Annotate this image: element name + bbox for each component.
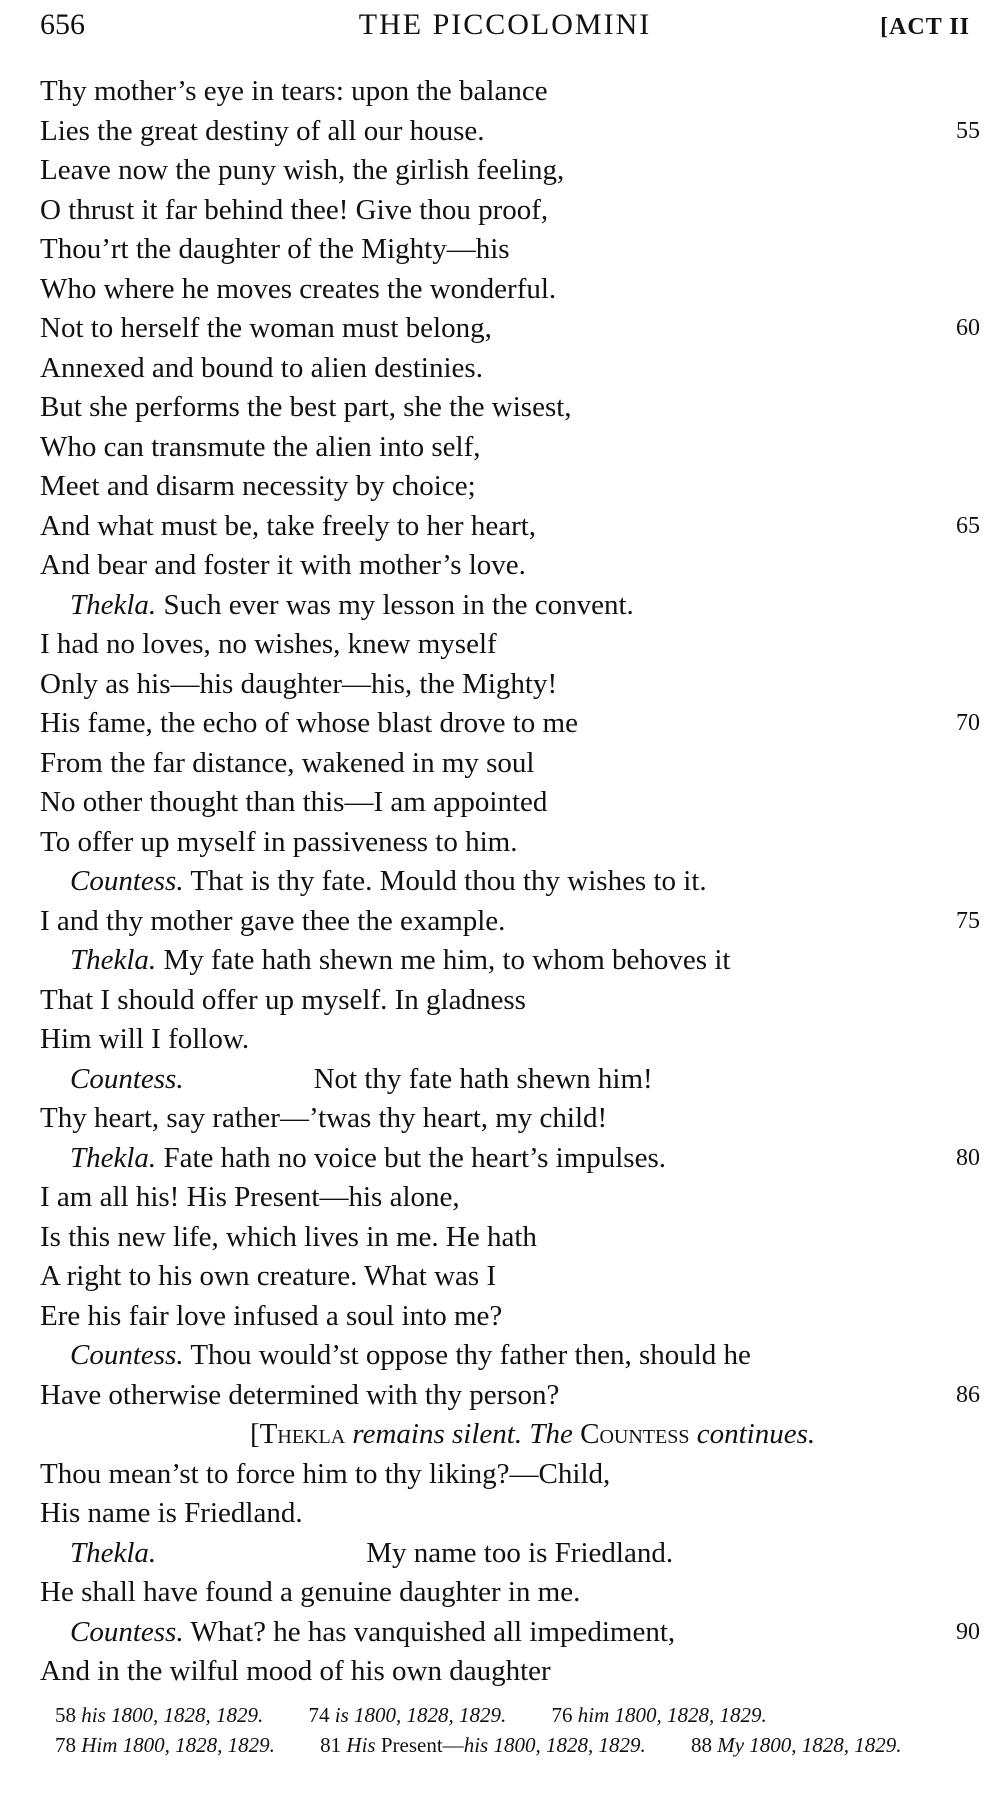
- speech-line: [40, 862, 980, 902]
- footnote-word: Him: [81, 1733, 118, 1757]
- footnote-number: 58: [55, 1703, 76, 1727]
- sd-text: remains silent.: [345, 1418, 530, 1450]
- footnotes: [55, 1700, 975, 1760]
- line-text: Is this new life, which lives in me. He hath: [40, 1220, 537, 1253]
- footnote-word: His: [346, 1733, 376, 1757]
- sd-bracket: [: [250, 1418, 260, 1450]
- act-bracket: [: [880, 14, 890, 40]
- footnote: [320, 1730, 646, 1760]
- line-text: Annexed and bound to alien destinies.: [40, 351, 483, 384]
- verse-line: [40, 902, 980, 942]
- speech-line: [40, 586, 980, 626]
- speaker-name: Thekla.: [70, 944, 157, 976]
- speech-text: What? he has vanquished all impediment,: [183, 1615, 676, 1648]
- footnote: [55, 1700, 263, 1730]
- line-text: I am all his! His Present—his alone,: [40, 1181, 460, 1213]
- line-text: But she performs the best part, she the wisest,: [40, 391, 572, 423]
- verse-line: [40, 546, 980, 586]
- verse-line: [40, 1297, 980, 1337]
- verse-line: [40, 230, 980, 270]
- line-number: 55: [956, 117, 980, 144]
- stage-direction: [40, 1415, 980, 1455]
- line-text: His name is Friedland.: [40, 1497, 303, 1529]
- line-text: His fame, the echo of whose blast drove to me: [40, 707, 578, 739]
- line-text: And bear and foster it with mother’s love.: [40, 549, 526, 581]
- verse-line: [40, 507, 980, 547]
- footnote-word: him: [577, 1703, 610, 1727]
- verse-line: [40, 1099, 980, 1139]
- speech-line: [40, 1534, 980, 1574]
- line-text: And in the wilful mood of his own daughter: [40, 1655, 551, 1687]
- verse-line: [40, 783, 980, 823]
- line-text: To offer up myself in passiveness to him.: [40, 825, 518, 858]
- footnote: [55, 1730, 275, 1760]
- footnote-number: 76: [551, 1703, 573, 1727]
- speech-text: Such ever was my lesson in the convent.: [156, 588, 634, 621]
- line-text: He shall have found a genuine daughter in me.: [40, 1576, 581, 1608]
- verse-line: [40, 1376, 980, 1416]
- line-text: Thou’rt the daughter of the Mighty—his: [40, 233, 510, 265]
- line-text: Lies the great destiny of all our house.: [40, 114, 485, 147]
- footnote-word: his: [81, 1703, 106, 1727]
- footnote-word: his: [463, 1733, 489, 1757]
- speaker-name: Countess.: [70, 1339, 184, 1371]
- line-number: 80: [956, 1144, 980, 1171]
- verse-body: [40, 72, 980, 1692]
- verse-line: [40, 388, 980, 428]
- speech-text: That is thy fate. Mould thou thy wishes to it.: [183, 865, 707, 897]
- line-text: Meet and disarm necessity by choice;: [40, 470, 476, 502]
- act-label: [880, 14, 970, 41]
- speech-text: My name too is Friedland.: [366, 1536, 674, 1569]
- page-number: 656: [40, 8, 85, 41]
- verse-line: [40, 625, 980, 665]
- speaker-name: Countess.: [70, 865, 184, 897]
- sd-name-thekla: Thekla: [259, 1418, 346, 1450]
- speaker-name: Thekla.: [70, 1141, 157, 1174]
- verse-line: [40, 1020, 980, 1060]
- footnote-number: 88: [690, 1733, 712, 1757]
- line-text: No other thought than this—I am appointed: [40, 786, 548, 818]
- verse-line: [40, 270, 980, 310]
- verse-line: [40, 981, 980, 1021]
- footnote-word: is: [334, 1703, 349, 1727]
- line-text: Thy mother’s eye in tears: upon the balance: [40, 75, 548, 107]
- footnote-word: My: [717, 1733, 745, 1757]
- line-text: From the far distance, wakened in my soul: [40, 746, 535, 779]
- line-text: That I should offer up myself. In gladness: [40, 983, 526, 1016]
- act-text: ACT II: [889, 14, 970, 40]
- footnote: [691, 1730, 902, 1760]
- verse-line: [40, 1494, 980, 1534]
- line-text: Ere his fair love infused a soul into me?: [40, 1299, 503, 1332]
- verse-line: [40, 1178, 980, 1218]
- footnote-sources: 1800, 1828, 1829.: [609, 1703, 767, 1727]
- verse-line: [40, 72, 980, 112]
- speaker-name: Thekla.: [70, 1536, 157, 1569]
- verse-line: [40, 704, 980, 744]
- line-number: 60: [956, 315, 980, 341]
- verse-line: [40, 1652, 980, 1692]
- speech-line: [40, 941, 980, 981]
- verse-line: [40, 467, 980, 507]
- verse-line: [40, 151, 980, 191]
- verse-line: [40, 349, 980, 389]
- speaker-name: Thekla.: [70, 588, 157, 621]
- speech-text: Fate hath no voice but the heart’s impulses.: [156, 1141, 666, 1174]
- verse-line: [40, 309, 980, 349]
- line-text: Thy heart, say rather—’twas thy heart, my child!: [40, 1102, 608, 1134]
- verse-line: [40, 1218, 980, 1258]
- speaker-name: Countess.: [70, 1062, 184, 1095]
- footnote-sources: 1800, 1828, 1829.: [348, 1703, 507, 1727]
- footnote-sources: 1800, 1828, 1829.: [117, 1733, 275, 1757]
- verse-line: [40, 665, 980, 705]
- line-text: Not to herself the woman must belong,: [40, 312, 492, 344]
- verse-line: [40, 112, 980, 152]
- verse-line: [40, 1455, 980, 1495]
- line-number: 90: [956, 1618, 980, 1645]
- footnote-sources: 1800, 1828, 1829.: [488, 1733, 646, 1757]
- speech-line: [40, 1060, 980, 1100]
- footnote-text: Present—: [375, 1733, 464, 1757]
- verse-line: [40, 1257, 980, 1297]
- line-text: I had no loves, no wishes, knew myself: [40, 628, 497, 660]
- line-text: Only as his—his daughter—his, the Mighty!: [40, 667, 558, 700]
- running-title: THE PICCOLOMINI: [358, 8, 652, 41]
- page-header: [40, 8, 970, 48]
- footnote-sources: 1800, 1828, 1829.: [744, 1733, 902, 1757]
- speech-text: My fate hath shewn me him, to whom behoves it: [156, 944, 731, 976]
- footnote: [552, 1700, 767, 1730]
- line-text: Leave now the puny wish, the girlish feeling,: [40, 154, 565, 186]
- line-text: Have otherwise determined with thy person?: [40, 1378, 560, 1411]
- line-number: 86: [956, 1381, 980, 1408]
- speech-text: Thou would’st oppose thy father then, should he: [183, 1339, 751, 1371]
- speech-line: [40, 1139, 980, 1179]
- line-number: 70: [956, 710, 980, 736]
- sd-the: The: [529, 1418, 573, 1450]
- speaker-name: Countess.: [70, 1615, 184, 1648]
- footnote-number: 81: [320, 1733, 342, 1757]
- line-text: O thrust it far behind thee! Give thou proof,: [40, 193, 549, 226]
- sd-text-end: continues.: [689, 1418, 816, 1450]
- speech-line: [40, 1336, 980, 1376]
- line-text: Him will I follow.: [40, 1023, 250, 1055]
- line-text: Who can transmute the alien into self,: [40, 430, 481, 463]
- verse-line: [40, 191, 980, 231]
- speech-text: Not thy fate hath shewn him!: [313, 1062, 653, 1095]
- speech-line: [40, 1613, 980, 1653]
- line-text: A right to his own creature. What was I: [40, 1260, 497, 1292]
- footnote: [309, 1700, 507, 1730]
- verse-line: [40, 823, 980, 863]
- verse-line: [40, 428, 980, 468]
- line-number: 75: [956, 907, 980, 934]
- line-number: 65: [956, 512, 980, 539]
- footnote-sources: 1800, 1828, 1829.: [105, 1703, 264, 1727]
- line-text: Thou mean’st to force him to thy liking?—Child,: [40, 1457, 611, 1490]
- line-text: And what must be, take freely to her heart,: [40, 509, 537, 542]
- footnote-number: 74: [308, 1703, 330, 1727]
- footnote-number: 78: [55, 1733, 76, 1757]
- line-text: Who where he moves creates the wonderful.: [40, 272, 557, 305]
- verse-line: [40, 1573, 980, 1613]
- verse-line: [40, 744, 980, 784]
- line-text: I and thy mother gave thee the example.: [40, 904, 506, 937]
- sd-name-countess: Countess: [572, 1418, 690, 1450]
